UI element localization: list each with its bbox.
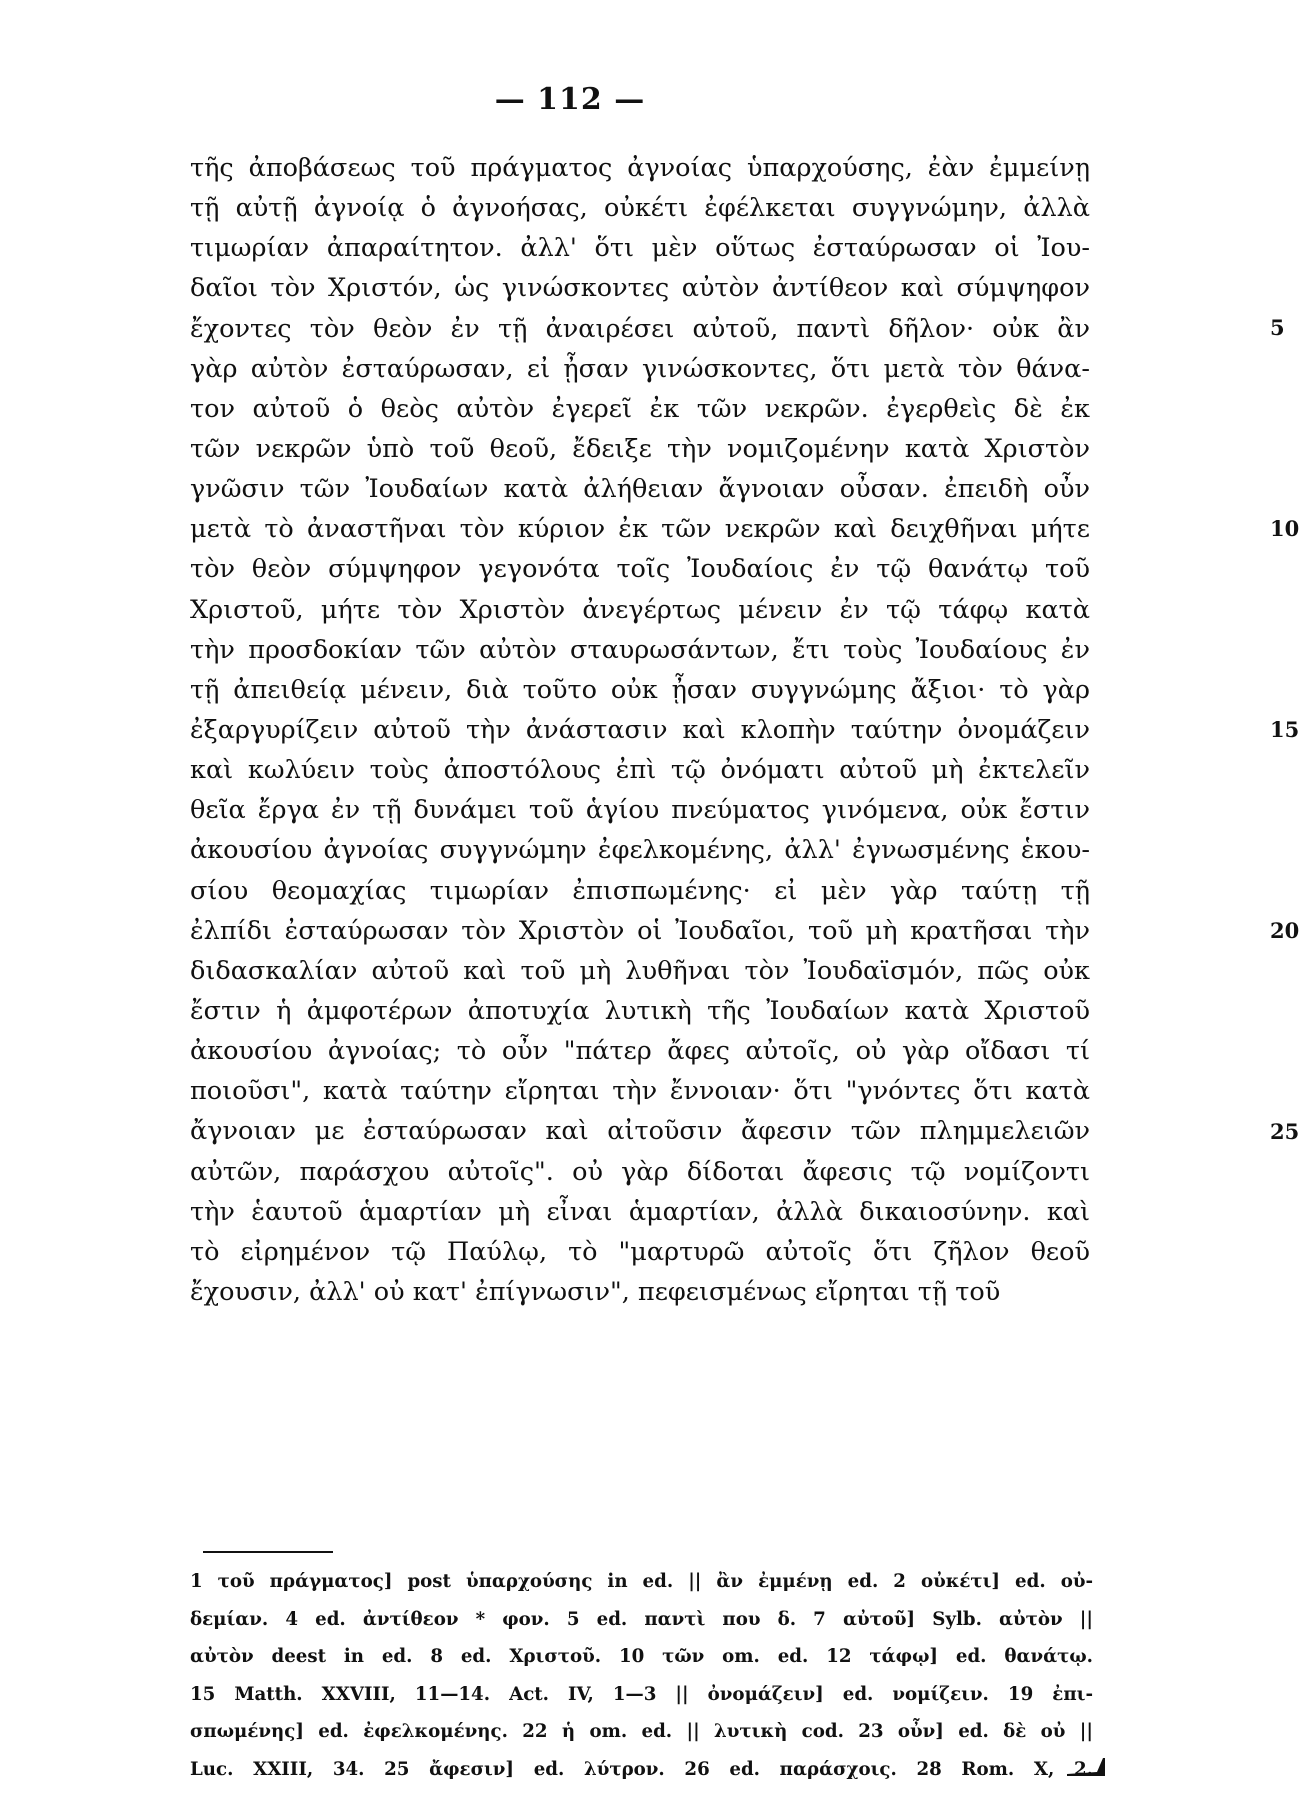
text-line: τῶν νεκρῶν ὑπὸ τοῦ θεοῦ, ἔδειξε τὴν νομιζομένην κατὰ Χριστὸν bbox=[190, 433, 1090, 464]
footnote-line: 1 τοῦ πράγματος] post ὑπαρχούσης in ed. || ἂν ἐμμένῃ ed. 2 οὐκέτι] ed. οὐ- bbox=[190, 1571, 1093, 1592]
footnote-line: 15 Matth. XXVIII, 11—14. Act. IV, 1—3 || ὀνομάζειν] ed. νομίζειν. 19 ἐπι- bbox=[190, 1683, 1093, 1705]
text-line: ποιοῦσι", κατὰ ταύτην εἴρηται τὴν ἔννοιαν· ὅτι "γνόντες ὅτι κατὰ bbox=[190, 1076, 1090, 1107]
text-line: τὸν θεὸν σύμψηφον γεγονότα τοῖς Ἰουδαίοις ἐν τῷ θανάτῳ τοῦ bbox=[190, 554, 1090, 585]
text-line: γὰρ αὐτὸν ἐσταύρωσαν, εἰ ᾖσαν γινώσκοντες, ὅτι μετὰ τὸν θάνα- bbox=[190, 353, 1090, 384]
page-number: — 112 — bbox=[494, 82, 646, 117]
text-line: τὴν προσδοκίαν τῶν αὐτὸν σταυρωσάντων, ἔτι τοὺς Ἰουδαίους ἐν bbox=[190, 634, 1090, 665]
text-line: σίου θεομαχίας τιμωρίαν ἐπισπωμένης· εἰ μὲν γὰρ ταύτῃ τῇ bbox=[190, 875, 1090, 906]
text-line: γνῶσιν τῶν Ἰουδαίων κατὰ ἀλήθειαν ἄγνοιαν οὖσαν. ἐπειδὴ οὖν bbox=[190, 474, 1090, 505]
text-line: τῆς ἀποβάσεως τοῦ πράγματος ἀγνοίας ὑπαρχούσης, ἐὰν ἐμμείνῃ bbox=[190, 153, 1090, 183]
text-line: ἐλπίδι ἐσταύρωσαν τὸν Χριστὸν οἱ Ἰουδαῖοι, τοῦ μὴ κρατῆσαι τὴν bbox=[190, 915, 1090, 946]
text-line: διδασκαλίαν αὐτοῦ καὶ τοῦ μὴ λυθῆναι τὸν Ἰουδαϊσμόν, πῶς οὐκ bbox=[190, 955, 1090, 986]
text-line: τον αὐτοῦ ὁ θεὸς αὐτὸν ἐγερεῖ ἐκ τῶν νεκρῶν. ἐγερθεὶς δὲ ἐκ bbox=[190, 393, 1090, 424]
main-text bbox=[190, 148, 1299, 1312]
footnote-line: δεμίαν. 4 ed. ἀντίθεον * φον. 5 ed. παντὶ που δ. 7 αὐτοῦ] Sylb. αὐτὸν || bbox=[190, 1608, 1093, 1630]
text-line: ἀκουσίου ἀγνοίας συγγνώμην ἐφελκομένης, ἀλλ' ἐγνωσμένης ἑκου- bbox=[190, 835, 1090, 866]
text-line: αὐτῶν, παράσχου αὐτοῖς". οὐ γὰρ δίδοται ἄφεσις τῷ νομίζοντι bbox=[190, 1156, 1090, 1187]
footnote-line: σπωμένης] ed. ἐφελκομένης. 22 ἡ om. ed. || λυτικὴ cod. 23 οὖν] ed. δὲ οὐ || bbox=[190, 1721, 1093, 1742]
footnote-line: αὐτὸν deest in ed. 8 ed. Χριστοῦ. 10 τῶν om. ed. 12 τάφῳ] ed. θανάτῳ. bbox=[190, 1646, 1093, 1667]
text-line: θεῖα ἔργα ἐν τῇ δυνάμει τοῦ ἁγίου πνεύματος γινόμενα, οὐκ ἔστιν bbox=[190, 795, 1090, 826]
page-corner-mark bbox=[1067, 1758, 1105, 1776]
text-line: τῇ ἀπειθείᾳ μένειν, διὰ τοῦτο οὐκ ᾖσαν συγγνώμης ἄξιοι· τὸ γὰρ bbox=[190, 674, 1090, 705]
text-line: δαῖοι τὸν Χριστόν, ὡς γινώσκοντες αὐτὸν ἀντίθεον καὶ σύμψηφον bbox=[190, 273, 1090, 304]
text-line: τὸ εἰρημένον τῷ Παύλῳ, τὸ "μαρτυρῶ αὐτοῖς ὅτι ζῆλον θεοῦ bbox=[190, 1236, 1090, 1267]
text-line: τιμωρίαν ἀπαραίτητον. ἀλλ' ὅτι μὲν οὕτως ἐσταύρωσαν οἱ Ἰου- bbox=[190, 233, 1090, 264]
text-line: ἔχοντες τὸν θεὸν ἐν τῇ ἀναιρέσει αὐτοῦ, παντὶ δῆλον· οὐκ ἂν bbox=[190, 313, 1090, 344]
text-line: Χριστοῦ, μήτε τὸν Χριστὸν ἀνεγέρτως μένειν ἐν τῷ τάφῳ κατὰ bbox=[190, 594, 1090, 625]
footnotes bbox=[190, 1563, 1093, 1788]
footnote-line: Luc. XXIII, 34. 25 ἄφεσιν] ed. λύτρον. 26 ed. παράσχοις. 28 Rom. X, 2. bbox=[190, 1758, 1093, 1780]
text-line: μετὰ τὸ ἀναστῆναι τὸν κύριον ἐκ τῶν νεκρῶν καὶ δειχθῆναι μήτε bbox=[190, 514, 1090, 545]
text-line: ἔχουσιν, ἀλλ' οὐ κατ' ἐπίγνωσιν", πεφεισμένως εἴρηται τῇ τοῦ bbox=[190, 1276, 1001, 1307]
text-line: ἄγνοιαν με ἐσταύρωσαν καὶ αἰτοῦσιν ἄφεσιν τῶν πλημμελειῶν bbox=[190, 1116, 1090, 1147]
line-number: 25 bbox=[1270, 1119, 1299, 1144]
text-line: ἀκουσίου ἀγνοίας; τὸ οὖν "πάτερ ἄφες αὐτοῖς, οὐ γὰρ οἴδασι τί bbox=[190, 1036, 1090, 1067]
line-number: 5 bbox=[1270, 315, 1285, 340]
line-number: 15 bbox=[1270, 717, 1299, 742]
line-number: 10 bbox=[1270, 516, 1299, 541]
text-line: τῇ αὐτῇ ἀγνοίᾳ ὁ ἀγνοήσας, οὐκέτι ἐφέλκεται συγγνώμην, ἀλλὰ bbox=[190, 193, 1090, 224]
footnote-divider bbox=[203, 1551, 333, 1553]
text-line: ἔστιν ἡ ἀμφοτέρων ἀποτυχία λυτικὴ τῆς Ἰουδαίων κατὰ Χριστοῦ bbox=[190, 995, 1090, 1026]
text-line: τὴν ἑαυτοῦ ἁμαρτίαν μὴ εἶναι ἁμαρτίαν, ἀλλὰ δικαιοσύνην. καὶ bbox=[190, 1196, 1090, 1227]
text-line: ἐξαργυρίζειν αὐτοῦ τὴν ἀνάστασιν καὶ κλοπὴν ταύτην ὀνομάζειν bbox=[190, 714, 1090, 745]
text-line: καὶ κωλύειν τοὺς ἀποστόλους ἐπὶ τῷ ὀνόματι αὐτοῦ μὴ ἐκτελεῖν bbox=[190, 755, 1090, 786]
line-number: 20 bbox=[1270, 918, 1299, 943]
